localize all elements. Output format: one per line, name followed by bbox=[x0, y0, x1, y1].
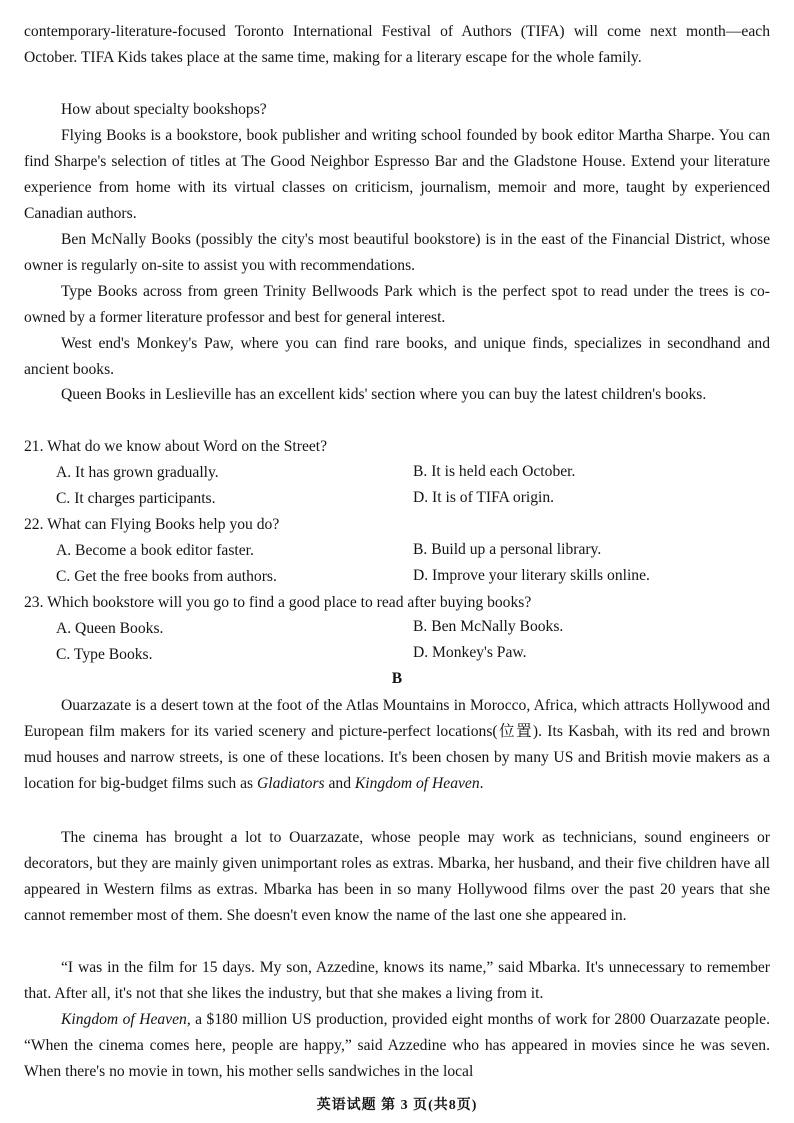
question-23-option-d: D. Monkey's Paw. bbox=[413, 644, 527, 661]
type-books-paragraph: Type Books across from green Trinity Bellwoods Park which is the perfect spot to read under the trees is co-owned by a former literature professor and best for general interest. bbox=[24, 283, 770, 326]
question-21-stem: 21. What do we know about Word on the Street? bbox=[24, 438, 328, 455]
ouarzazate-intro-paragraph bbox=[24, 693, 770, 797]
passage-a-intro-paragraph: contemporary-literature-focused Toronto International Festival of Authors (TIFA) will come next month—each October. TIFA Kids takes place at the same time, making for a literary escape for the whole family. bbox=[24, 23, 770, 66]
kingdom-production-text: , a $180 million US production, provided eight months of work for 2800 Ouarzazate people. “When the cinema comes here, people are happy,” said Azzedine who has appeared in movies since he was seven. When there's no movie in town, his mother sells sandwiches in the local bbox=[24, 1011, 771, 1080]
cinema-impact-paragraph: The cinema has brought a lot to Ouarzazate, whose people may work as technicians, sound engineers or decorators, but they are mainly given unimportant roles as extras. Mbarka, her husband, and their five children have all appeared in Western films as extras. Mbarka has been in so many Hollywood films over the past 20 years that she cannot remember most of them. She doesn't even know the name of the last one she appeared in. bbox=[24, 829, 770, 924]
ouarzazate-intro-text: Ouarzazate is a desert town at the foot of the Atlas Mountains in Morocco, Africa, which attracts Hollywood and European film makers for its varied scenery and picture-perfect locations(位置). Its Kasbah, with its red and brown mud houses and narrow streets, is one of these locations. It's been chosen by many US and British movie makers as a location for big-budget films such as bbox=[24, 697, 770, 792]
question-22-stem: 22. What can Flying Books help you do? bbox=[24, 516, 280, 533]
film-title-kingdom-of-heaven-2: Kingdom of Heaven bbox=[61, 1011, 187, 1028]
question-22-option-b: B. Build up a personal library. bbox=[413, 541, 602, 558]
question-23-option-c: C. Type Books. bbox=[56, 646, 153, 663]
question-23-option-b: B. Ben McNally Books. bbox=[413, 618, 564, 635]
question-21-option-a: A. It has grown gradually. bbox=[56, 464, 219, 481]
section-b-heading: B bbox=[391, 670, 403, 687]
monkeys-paw-paragraph: West end's Monkey's Paw, where you can find rare books, and unique finds, specializes in secondhand and ancient books. bbox=[24, 335, 770, 378]
question-21-option-c: C. It charges participants. bbox=[56, 490, 216, 507]
question-21-option-d: D. It is of TIFA origin. bbox=[413, 489, 555, 506]
film-title-kingdom-of-heaven: Kingdom of Heaven bbox=[354, 775, 480, 792]
page-footer: 英语试题 第 3 页(共8页) bbox=[316, 1098, 478, 1113]
film-title-gladiators: Gladiators bbox=[257, 775, 325, 792]
question-23-option-a: A. Queen Books. bbox=[56, 620, 164, 637]
question-22-option-d: D. Improve your literary skills online. bbox=[413, 567, 650, 584]
kingdom-production-paragraph bbox=[24, 1007, 770, 1085]
conjunction-and: and bbox=[324, 775, 355, 792]
question-21-option-b: B. It is held each October. bbox=[413, 463, 576, 480]
ben-mcnally-paragraph: Ben McNally Books (possibly the city's most beautiful bookstore) is in the east of the Financial District, whose owner is regularly on-site to assist you with recommendations. bbox=[24, 231, 770, 274]
question-22-option-c: C. Get the free books from authors. bbox=[56, 568, 277, 585]
flying-books-paragraph: Flying Books is a bookstore, book publisher and writing school founded by book editor Martha Sharpe. You can find Sharpe's selection of titles at The Good Neighbor Espresso Bar and the Gladstone House. Extend your literature experience from home with its virtual classes on criticism, journalism, memoir and more, taught by experienced Canadian authors. bbox=[24, 127, 770, 222]
question-22-option-a: A. Become a book editor faster. bbox=[56, 542, 254, 559]
sentence-end: . bbox=[479, 775, 484, 792]
mbarka-quote-paragraph: “I was in the film for 15 days. My son, Azzedine, knows its name,” said Mbarka. It's unnecessary to remember that. After all, it's not that she likes the industry, but that she makes a living from it. bbox=[24, 959, 770, 1002]
passage-a-question-line: How about specialty bookshops? bbox=[61, 101, 267, 118]
question-23-stem: 23. Which bookstore will you go to find a good place to read after buying books? bbox=[24, 594, 532, 611]
queen-books-paragraph: Queen Books in Leslieville has an excellent kids' section where you can buy the latest children's books. bbox=[61, 386, 707, 403]
